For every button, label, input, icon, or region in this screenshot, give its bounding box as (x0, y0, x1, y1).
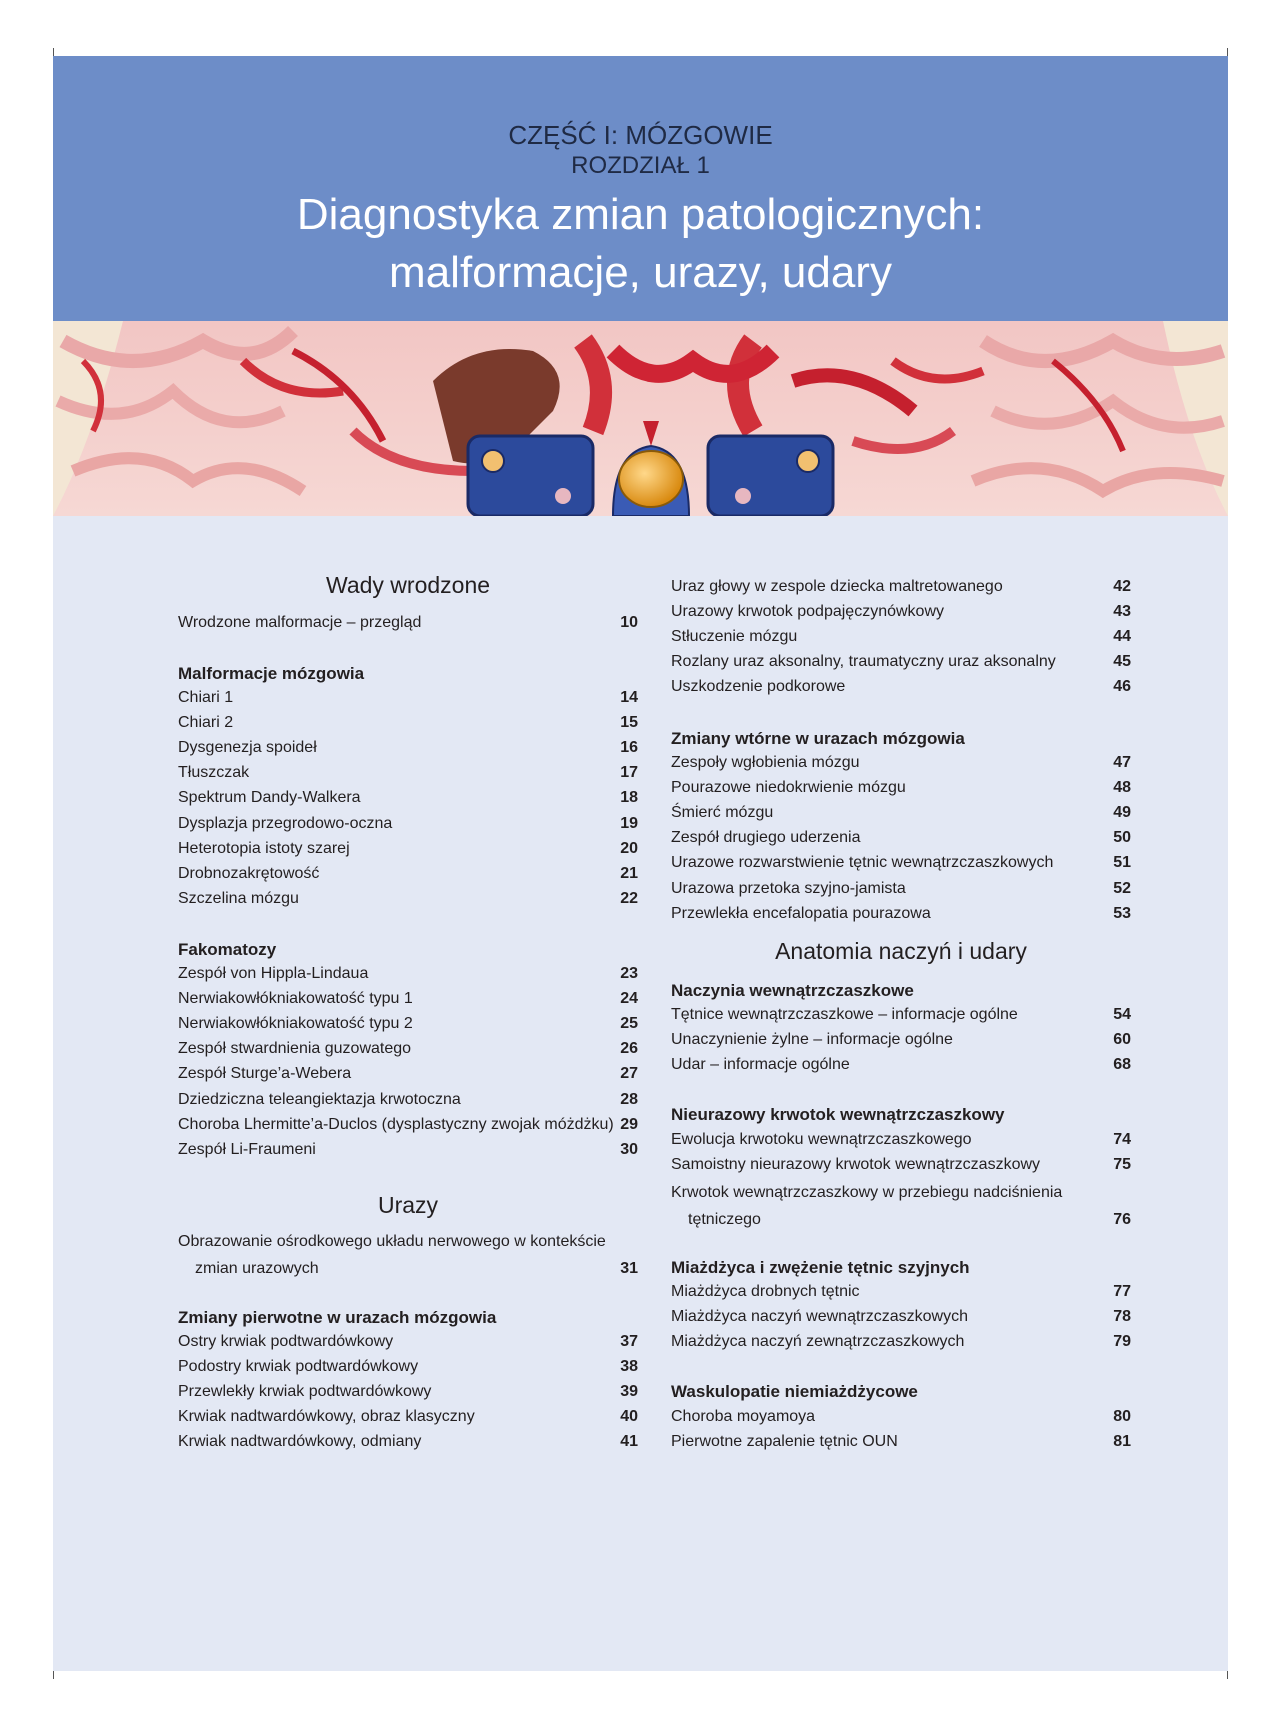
section-title-wady-wrodzone: Wady wrodzone (325, 572, 491, 598)
toc-entry[interactable] (178, 1040, 638, 1066)
toc-entry-label-continued: tętniczego (688, 1211, 761, 1228)
toc-entry[interactable] (178, 1116, 638, 1142)
toc-entry-label: Zespół stwardnienia guzowatego (178, 1040, 412, 1058)
toc-entry-page: 18 (620, 789, 638, 807)
toc-entry-label: Choroba Lhermitte’a-Duclos (dysplastyczny zwojak móżdżku) (178, 1115, 614, 1133)
toc-entry-page: 47 (1113, 754, 1131, 771)
toc-entry-label: Zespół von Hippla-Lindaua (178, 965, 369, 982)
toc-entry-label: Uszkodzenie podkorowe (671, 678, 846, 696)
toc-entry-page: 68 (1113, 1056, 1131, 1074)
toc-entry-label: Urazowy krwotok podpajęczynówkowy (671, 603, 944, 621)
toc-entry[interactable] (178, 965, 638, 991)
toc-entry-label: Szczelina mózgu (178, 889, 299, 907)
toc-entry-page: 16 (620, 739, 638, 757)
toc-entry-label: Drobnozakrętowość (178, 864, 320, 882)
toc-entry[interactable] (671, 578, 1131, 604)
toc-entry-page: 20 (620, 839, 638, 857)
toc-entry-label: Samoistny nieurazowy krwotok wewnątrzczaszkowy (671, 1156, 1041, 1174)
toc-entry-page: 46 (1113, 678, 1131, 696)
toc-entry-page: 45 (1113, 653, 1131, 671)
toc-entry-label: Krwiak nadtwardówkowy, odmiany (178, 1433, 422, 1451)
book-page (53, 56, 1228, 1671)
toc-entry-label: Podostry krwiak podtwardówkowy (178, 1358, 419, 1376)
toc-entry[interactable] (671, 1333, 1131, 1359)
toc-entry-label: Nerwiakowłókniakowatość typu 2 (178, 1015, 413, 1033)
toc-entry-page: 14 (620, 689, 638, 706)
toc-entry[interactable] (671, 628, 1131, 654)
toc-entry-page: 44 (1113, 628, 1131, 646)
table-of-contents (53, 516, 1228, 1671)
toc-entry-label: Obrazowanie ośrodkowego układu nerwowego w kontekście (178, 1233, 606, 1250)
toc-entry-label: Zespół drugiego uderzenia (671, 829, 861, 847)
toc-entry-page: 29 (620, 1115, 638, 1133)
subsection-title-krwotok: Nieurazowy krwotok wewnątrzczaszkowy (671, 1105, 1005, 1124)
subsection-title-miazdzyca: Miażdżyca i zwężenie tętnic szyjnych (671, 1258, 970, 1277)
toc-entry[interactable] (178, 840, 638, 866)
toc-entry-label: Nerwiakowłókniakowatość typu 1 (178, 990, 413, 1008)
toc-entry-page: 28 (620, 1090, 638, 1108)
toc-entry-label: Urazowe rozwarstwienie tętnic wewnątrzczaszkowych (671, 854, 1054, 872)
toc-entry-page: 78 (1113, 1308, 1131, 1326)
toc-entry-page: 50 (1113, 829, 1131, 847)
toc-entry[interactable] (671, 1006, 1131, 1032)
toc-entry[interactable] (178, 890, 638, 916)
toc-entry-page: 38 (620, 1358, 638, 1376)
toc-entry-page: 21 (620, 864, 638, 882)
toc-entry-page: 49 (1113, 804, 1131, 822)
toc-entry[interactable] (671, 804, 1131, 830)
chapter-header (53, 56, 1228, 321)
subsection-title-malformacje: Malformacje mózgowia (178, 664, 365, 683)
toc-entry-page: 23 (620, 965, 638, 982)
toc-entry-page: 74 (1113, 1131, 1131, 1148)
toc-entry[interactable] (178, 789, 638, 815)
toc-entry-label: Choroba moyamoya (671, 1408, 816, 1425)
toc-entry[interactable] (671, 1056, 1131, 1082)
section-title-urazy: Urazy (377, 1192, 439, 1218)
toc-entry-label: Krwotok wewnątrzczaszkowy w przebiegu nadciśnienia (671, 1184, 1063, 1201)
toc-entry-label-continued: zmian urazowych (195, 1260, 319, 1277)
toc-entry-label: Chiari 1 (178, 689, 234, 706)
toc-entry-page: 22 (620, 889, 638, 907)
toc-entry[interactable] (671, 1283, 1131, 1309)
toc-entry-label: Stłuczenie mózgu (671, 628, 798, 646)
toc-entry[interactable] (671, 829, 1131, 855)
toc-entry[interactable] (178, 614, 638, 640)
toc-entry-label: Miażdżyca naczyń zewnątrzczaszkowych (671, 1333, 965, 1351)
toc-entry-label: Dysgenezja spoideł (178, 739, 317, 757)
toc-entry[interactable] (671, 779, 1131, 805)
toc-entry-label: Zespoły wgłobienia mózgu (671, 754, 860, 771)
toc-entry-page: 19 (620, 814, 638, 832)
toc-entry-label: Wrodzone malformacje – przegląd (178, 614, 422, 631)
toc-entry[interactable] (671, 1156, 1131, 1182)
toc-entry-page: 15 (620, 714, 638, 732)
toc-entry[interactable] (178, 1333, 638, 1359)
subsection-title-zmiany-pierwotne: Zmiany pierwotne w urazach mózgowia (178, 1308, 497, 1327)
toc-entry-page: 40 (620, 1408, 638, 1426)
toc-entry[interactable] (178, 1015, 638, 1041)
toc-entry-page: 42 (1113, 578, 1131, 595)
toc-entry-page: 51 (1113, 854, 1131, 872)
toc-entry-page: 81 (1113, 1433, 1131, 1451)
toc-entry-label: Pierwotne zapalenie tętnic OUN (671, 1433, 898, 1451)
toc-entry-label: Pourazowe niedokrwienie mózgu (671, 779, 906, 797)
toc-entry-page: 24 (620, 990, 638, 1008)
toc-entry[interactable] (178, 990, 638, 1016)
toc-entry-label: Chiari 2 (178, 714, 234, 732)
toc-entry[interactable] (178, 739, 638, 765)
toc-entry-page: 77 (1113, 1283, 1131, 1300)
toc-entry-label: Ewolucja krwotoku wewnątrzczaszkowego (671, 1131, 972, 1148)
toc-entry-page: 39 (620, 1383, 638, 1401)
subsection-title-naczynia: Naczynia wewnątrzczaszkowe (671, 981, 914, 1000)
toc-entry[interactable] (178, 1408, 638, 1434)
toc-entry-page: 52 (1113, 879, 1131, 897)
toc-entry[interactable] (178, 764, 638, 790)
section-title-anatomia: Anatomia naczyń i udary (775, 938, 1027, 964)
toc-entry-page: 26 (620, 1040, 638, 1058)
toc-entry[interactable] (178, 1358, 638, 1384)
toc-entry-label: Zespół Li-Fraumeni (178, 1140, 316, 1158)
toc-entry-page: 43 (1113, 603, 1131, 621)
toc-entry-label: Miażdżyca naczyń wewnątrzczaszkowych (671, 1308, 968, 1326)
toc-entry-label: Urazowa przetoka szyjno-jamista (671, 879, 906, 897)
toc-entry[interactable] (178, 865, 638, 891)
toc-entry-page: 76 (1113, 1211, 1131, 1228)
toc-entry-page: 41 (620, 1433, 638, 1451)
crop-mark (53, 48, 54, 56)
chapter-title-line-2: malformacje, urazy, udary (389, 248, 892, 297)
toc-entry-page: 75 (1113, 1156, 1131, 1174)
subsection-title-waskulopatie: Waskulopatie niemiażdżycowe (671, 1382, 918, 1401)
toc-entry-page: 27 (620, 1065, 638, 1083)
toc-entry[interactable] (671, 880, 1131, 906)
crop-mark (1227, 48, 1228, 56)
toc-entry-label: Dysplazja przegrodowo-oczna (178, 814, 393, 832)
toc-entry-page: 17 (620, 764, 638, 782)
toc-entry-label: Rozlany uraz aksonalny, traumatyczny uraz aksonalny (671, 653, 1056, 671)
toc-entry[interactable] (671, 1184, 1131, 1228)
toc-entry[interactable] (671, 1433, 1131, 1459)
toc-entry[interactable] (178, 1091, 638, 1117)
toc-entry-label: Miażdżyca drobnych tętnic (671, 1283, 860, 1300)
toc-entry[interactable] (671, 1131, 1131, 1157)
toc-entry-label: Spektrum Dandy-Walkera (178, 789, 361, 807)
toc-entry-label: Przewlekły krwiak podtwardówkowy (178, 1383, 432, 1401)
subsection-title-zmiany-wtorne: Zmiany wtórne w urazach mózgowia (671, 729, 965, 748)
toc-entry-page: 30 (620, 1140, 638, 1158)
toc-entry-label: Uraz głowy w zespole dziecka maltretowanego (671, 578, 1003, 595)
toc-entry[interactable] (178, 714, 638, 740)
brain-illustration (53, 321, 1228, 516)
toc-entry[interactable] (178, 1383, 638, 1409)
brain-illustration-banner (53, 321, 1228, 516)
toc-entry-label: Krwiak nadtwardówkowy, obraz klasyczny (178, 1408, 475, 1426)
toc-entry[interactable] (671, 1308, 1131, 1334)
toc-entry[interactable] (671, 754, 1131, 780)
toc-entry[interactable] (671, 905, 1131, 931)
toc-entry-page: 60 (1113, 1031, 1131, 1049)
toc-entry-page: 53 (1113, 904, 1131, 922)
toc-entry[interactable] (671, 854, 1131, 880)
toc-entry-label: Tętnice wewnątrzczaszkowe – informacje ogólne (671, 1006, 1018, 1023)
toc-entry-page: 54 (1113, 1006, 1131, 1023)
chapter-title-line-1: Diagnostyka zmian patologicznych: (296, 190, 985, 239)
toc-entry-label: Zespół Sturge’a-Webera (178, 1065, 352, 1083)
toc-entry[interactable] (671, 1408, 1131, 1434)
toc-entry-label: Udar – informacje ogólne (671, 1056, 850, 1074)
toc-entry-page: 31 (620, 1260, 638, 1277)
toc-entry-label: Heterotopia istoty szarej (178, 839, 350, 857)
toc-entry[interactable] (671, 678, 1131, 704)
toc-entry[interactable] (178, 1233, 638, 1277)
toc-entry-page: 79 (1113, 1333, 1131, 1351)
toc-entry[interactable] (178, 1141, 638, 1167)
toc-entry[interactable] (671, 1031, 1131, 1057)
toc-entry[interactable] (178, 815, 638, 841)
crop-mark (53, 1671, 54, 1679)
toc-entry-page: 48 (1113, 779, 1131, 797)
part-label: CZĘŚĆ I: MÓZGOWIE (508, 120, 773, 150)
crop-mark (1227, 1671, 1228, 1679)
toc-entry-label: Przewlekła encefalopatia pourazowa (671, 904, 931, 922)
toc-entry-label: Ostry krwiak podtwardówkowy (178, 1333, 394, 1350)
chapter-label: ROZDZIAŁ 1 (571, 152, 710, 179)
toc-entry-page: 37 (620, 1333, 638, 1350)
toc-entry-label: Tłuszczak (178, 764, 250, 782)
toc-entry[interactable] (671, 653, 1131, 679)
toc-entry-label: Unaczynienie żylne – informacje ogólne (671, 1031, 953, 1049)
toc-entry-page: 10 (620, 614, 638, 631)
toc-entry[interactable] (178, 1065, 638, 1091)
toc-entry[interactable] (178, 689, 638, 715)
toc-entry-label: Śmierć mózgu (671, 804, 774, 822)
toc-entry-page: 25 (620, 1015, 638, 1033)
toc-entry-page: 80 (1113, 1408, 1131, 1425)
toc-entry[interactable] (671, 603, 1131, 629)
subsection-title-fakomatozy: Fakomatozy (178, 940, 277, 959)
toc-entry[interactable] (178, 1433, 638, 1459)
toc-entry-label: Dziedziczna teleangiektazja krwotoczna (178, 1090, 461, 1108)
